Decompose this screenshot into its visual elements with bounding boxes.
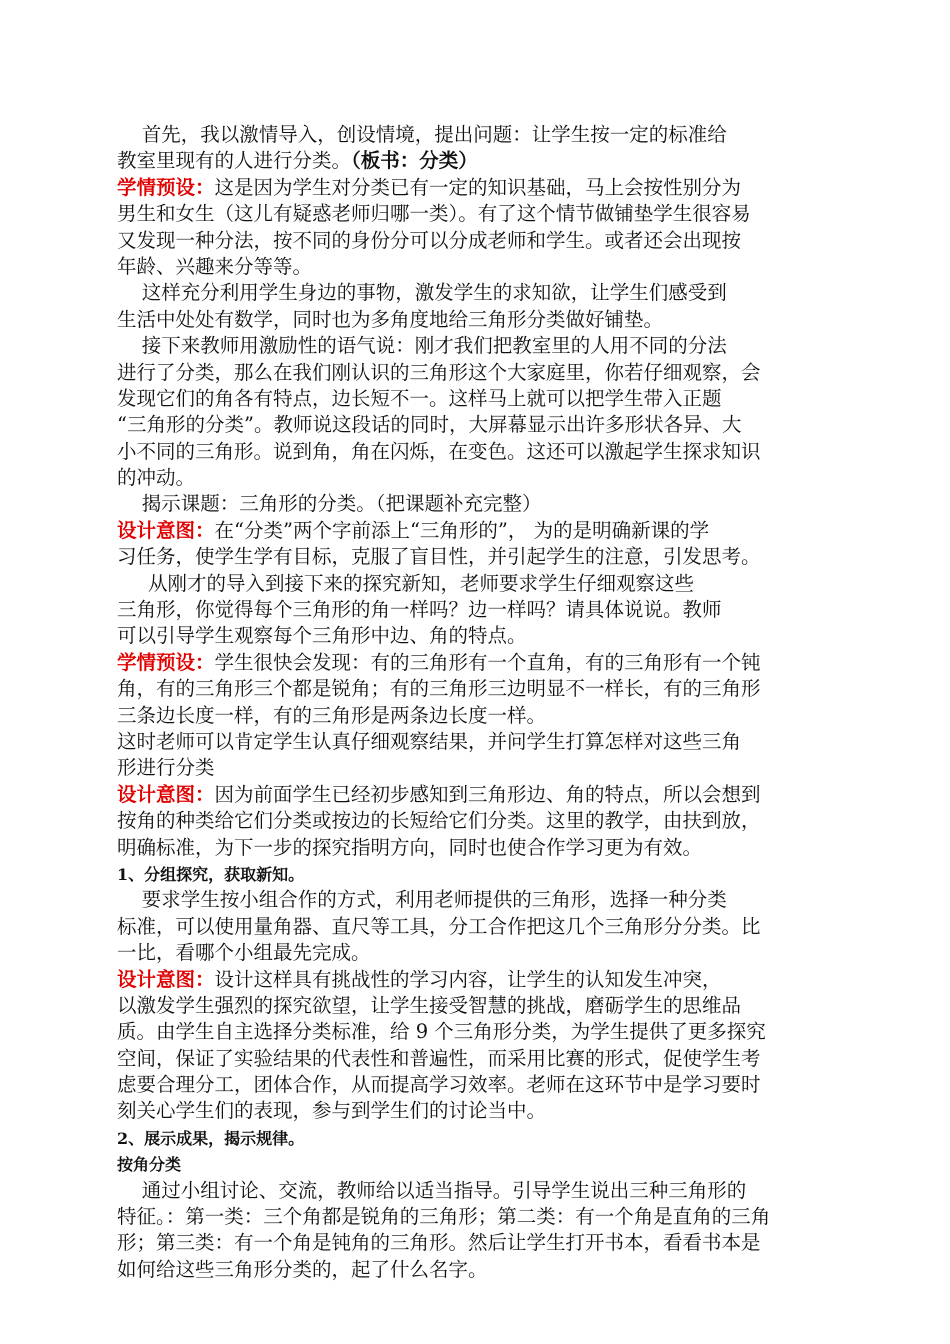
- text-segment: 习任务，使学生学有目标，克服了盲目性，并引起学生的注意，引发思考。: [117, 545, 761, 569]
- annotation-label: 学情预设：: [117, 650, 215, 674]
- text-line: [117, 914, 835, 940]
- annotation-label: 学情预设：: [117, 175, 215, 199]
- text-segment: 标准，可以使用量角器、直尺等工具，分工合作把这几个三角形分分类。比: [117, 914, 761, 938]
- text-segment: 虑要合理分工，团体合作，从而提高学习效率。老师在这环节中是学习要时: [117, 1073, 761, 1097]
- text-line: [117, 650, 835, 676]
- text-line: [117, 412, 835, 438]
- text-line: [117, 755, 835, 781]
- text-segment: 可以引导学生观察每个三角形中边、角的特点。: [117, 624, 527, 648]
- section-heading: 1、分组探究，获取新知。: [117, 864, 305, 884]
- text-line: [117, 1046, 835, 1072]
- text-line: [117, 1098, 835, 1124]
- text-segment: 首先，我以激情导入，创设情境，提出问题：让学生按一定的标准给: [117, 123, 727, 146]
- text-line: [117, 993, 835, 1019]
- text-line: [117, 597, 835, 623]
- text-segment: 要求学生按小组合作的方式，利用老师提供的三角形，选择一种分类: [117, 888, 727, 912]
- text-line: [117, 835, 835, 861]
- text-line: [117, 518, 835, 544]
- text-line: [117, 1125, 835, 1151]
- text-line: [117, 1178, 835, 1204]
- text-line: [117, 228, 835, 254]
- text-line: [117, 967, 835, 993]
- annotation-label: 设计意图：: [117, 518, 215, 542]
- text-segment: 明确标准，为下一步的探究指明方向，同时也使合作学习更为有效。: [117, 835, 703, 859]
- text-segment: 形；第三类：有一个角是钝角的三角形。然后让学生打开书本，看看书本是: [117, 1231, 761, 1255]
- text-segment: 年龄、兴趣来分等等。: [117, 254, 313, 278]
- text-segment: 又发现一种分法，按不同的身份分可以分成老师和学生。或者还会出现按: [117, 228, 742, 252]
- text-segment: 以激发学生强烈的探究欲望，让学生接受智慧的挑战，磨砺学生的思维品: [117, 993, 742, 1017]
- text-line: [117, 676, 835, 702]
- document-page: [117, 122, 835, 1283]
- text-segment: “三角形的分类”。教师说这段话的同时，大屏幕显示出许多形状各异、大: [117, 413, 742, 437]
- annotation-label: 设计意图：: [117, 782, 215, 806]
- text-segment: 质。由学生自主选择分类标准，给 9 个三角形分类，为学生提供了更多探究: [117, 1020, 766, 1044]
- text-line: [117, 729, 835, 755]
- text-line: [117, 571, 835, 597]
- text-line: [117, 940, 835, 966]
- annotation-label: 设计意图：: [117, 967, 215, 991]
- text-line: [117, 491, 835, 517]
- text-line: [117, 623, 835, 649]
- text-segment: 这样充分利用学生身边的事物，激发学生的求知欲，让学生们感受到: [117, 281, 727, 305]
- text-segment: 形进行分类: [117, 756, 215, 780]
- text-segment: 男生和女生（这儿有疑惑老师归哪一类）。有了这个情节做铺垫学生很容易: [117, 202, 751, 226]
- text-line: [117, 1019, 835, 1045]
- text-line: [117, 544, 835, 570]
- text-line: [117, 254, 835, 280]
- text-segment: 设计这样具有挑战性的学习内容，让学生的认知发生冲突，: [214, 967, 722, 991]
- text-line: [117, 1204, 835, 1230]
- text-line: [117, 333, 835, 359]
- text-segment: 发现它们的角各有特点，边长短不一。这样马上就可以把学生带入正题: [117, 386, 722, 410]
- section-heading: 按角分类: [117, 1155, 182, 1175]
- text-segment: 刻关心学生们的表现，参与到学生们的讨论当中。: [117, 1099, 547, 1123]
- text-segment: 这是因为学生对分类已有一定的知识基础，马上会按性别分为: [214, 175, 742, 199]
- text-line: [117, 808, 835, 834]
- text-segment: 角，有的三角形三个都是锐角；有的三角形三边明显不一样长，有的三角形: [117, 677, 761, 701]
- text-line: [117, 465, 835, 491]
- text-line: [117, 122, 835, 148]
- section-heading: 2、展示成果，揭示规律。: [117, 1128, 305, 1148]
- text-segment: 通过小组讨论、交流，教师给以适当指导。引导学生说出三种三角形的: [117, 1178, 747, 1202]
- text-line: [117, 1230, 835, 1256]
- text-segment: 空间，保证了实验结果的代表性和普遍性，而采用比赛的形式，促使学生考: [117, 1046, 761, 1070]
- text-segment: 揭示课题：三角形的分类。（把课题补充完整）: [117, 492, 542, 516]
- text-line: [117, 703, 835, 729]
- text-line: [117, 201, 835, 227]
- text-segment: 这时老师可以肯定学生认真仔细观察结果，并问学生打算怎样对这些三角: [117, 729, 742, 753]
- text-segment: （板书：分类）: [351, 149, 478, 173]
- text-segment: 教室里现有的人进行分类。: [117, 149, 352, 173]
- text-line: [117, 1072, 835, 1098]
- text-segment: 因为前面学生已经初步感知到三角形边、角的特点，所以会想到: [214, 782, 761, 806]
- text-line: [117, 1257, 835, 1283]
- text-segment: 一比，看哪个小组最先完成。: [117, 941, 371, 965]
- text-line: [117, 307, 835, 333]
- text-segment: 如何给这些三角形分类的，起了什么名字。: [117, 1257, 488, 1281]
- text-line: [117, 280, 835, 306]
- text-segment: 进行了分类，那么在我们刚认识的三角形这个大家庭里，你若仔细观察，会: [117, 360, 761, 384]
- text-line: [117, 782, 835, 808]
- text-segment: 的冲动。: [117, 466, 196, 490]
- text-line: [117, 148, 835, 174]
- text-segment: 生活中处处有数学，同时也为多角度地给三角形分类做好铺垫。: [117, 307, 664, 331]
- text-segment: 学生很快会发现：有的三角形有一个直角，有的三角形有一个钝: [214, 650, 761, 674]
- text-line: [117, 175, 835, 201]
- text-segment: 小不同的三角形。说到角，角在闪烁，在变色。这还可以激起学生探求知识: [117, 439, 761, 463]
- text-line: [117, 439, 835, 465]
- text-segment: 三角形，你觉得每个三角形的角一样吗？边一样吗？请具体说说。教师: [117, 598, 722, 622]
- text-line: [117, 887, 835, 913]
- text-segment: 从刚才的导入到接下来的探究新知，老师要求学生仔细观察这些: [117, 571, 694, 595]
- text-segment: 三条边长度一样，有的三角形是两条边长度一样。: [117, 703, 547, 727]
- text-line: [117, 1151, 835, 1177]
- text-segment: 按角的种类给它们分类或按边的长短给它们分类。这里的教学，由扶到放，: [117, 809, 761, 833]
- text-segment: 特征。：第一类：三个角都是锐角的三角形；第二类：有一个角是直角的三角: [117, 1205, 771, 1229]
- text-line: [117, 360, 835, 386]
- text-segment: 接下来教师用激励性的语气说：刚才我们把教室里的人用不同的分法: [117, 334, 727, 358]
- text-segment: 在“分类”两个字前添上“三角形的”， 为的是明确新课的学: [214, 518, 710, 542]
- text-line: [117, 386, 835, 412]
- text-line: [117, 861, 835, 887]
